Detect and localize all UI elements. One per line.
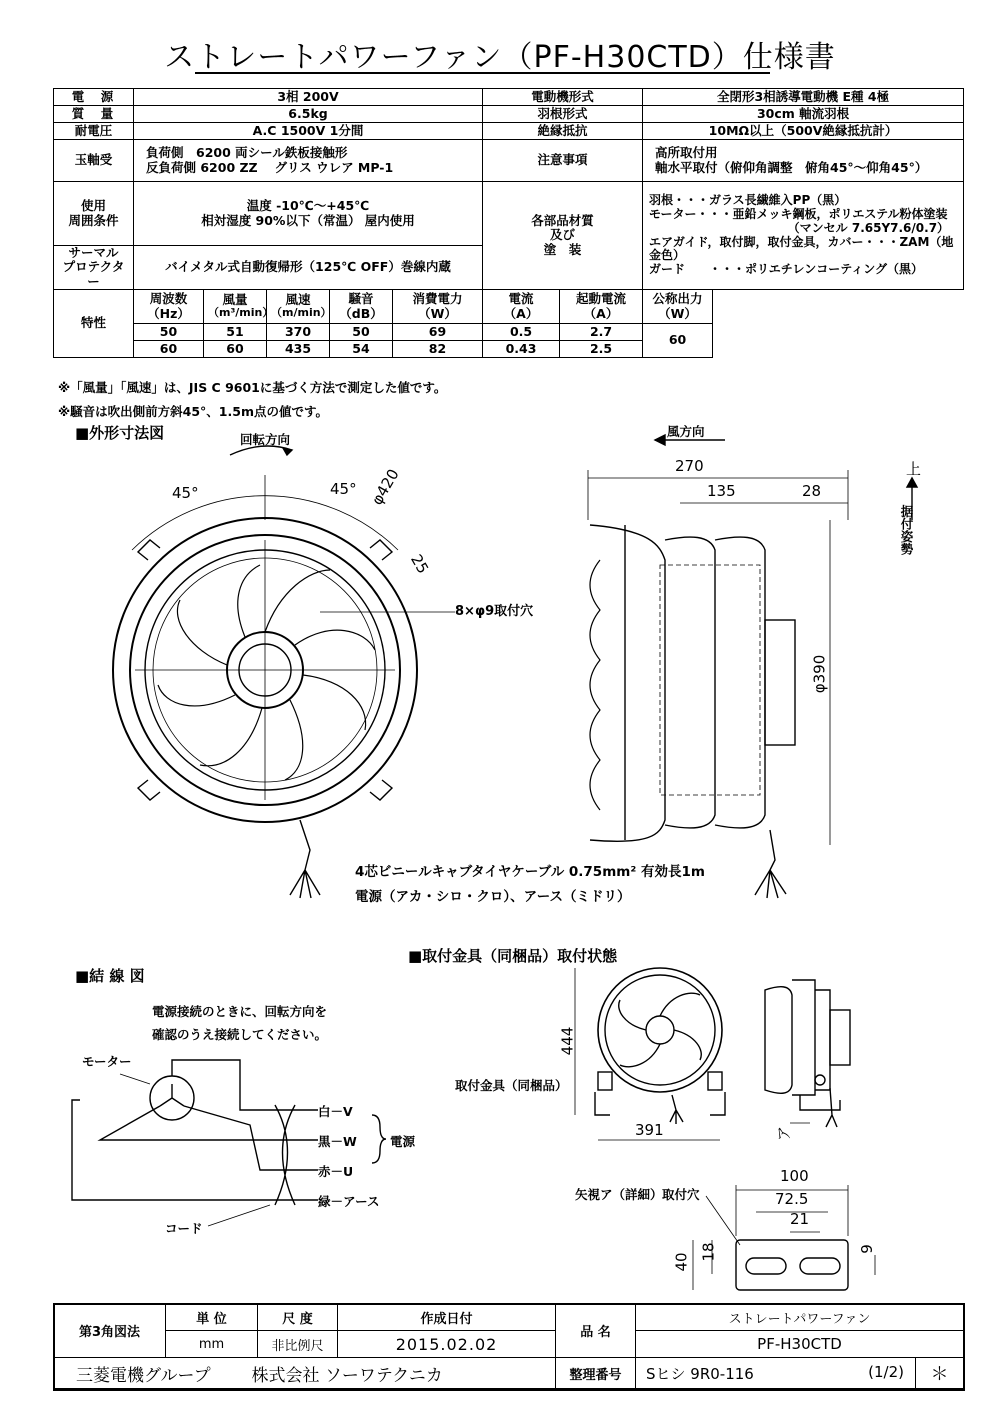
side-view [588,435,917,898]
motor-label: 電動機形式 [483,89,643,106]
power-supply-label: 電源 [390,1134,416,1149]
char-60-current: 0.43 [483,341,560,358]
mount-hole-label: 取付穴 [662,1187,700,1202]
product-model: PF-H30CTD [636,1331,964,1358]
unit-label: 単 位 [166,1304,258,1331]
char-60-airspeed: 435 [267,341,330,358]
char-60-start-current: 2.5 [560,341,643,358]
bracket-section-title: ■取付金具（同梱品）取付状態 [408,947,618,965]
char-unit-rated-output: （W） [658,305,697,321]
note-noise: ※騒音は吹出側前方斜45°、1.5m点の値です。 [58,404,328,419]
thermal-label-2: プロテクター [62,259,125,289]
char-header-current: 電流 [508,291,534,307]
front-view [113,446,455,898]
char-50-airspeed: 370 [267,324,330,341]
wire-green-earth: 緑－アース [318,1194,380,1209]
char-60-noise: 54 [330,341,393,358]
char-header-power: 消費電力 [412,291,463,307]
dim-135: 135 [707,482,736,500]
blade-label: 羽根形式 [483,106,643,123]
dim-25: 25 [406,551,433,577]
material-guide: エアガイド，取付脚，取付金具，カバー・・・ZAM（地金色） [649,234,954,263]
material-guard: ガード ・・・ポリエチレンコーティング（黒） [649,262,924,277]
caution-line-1: 高所取付用 [655,145,718,161]
arrow-a-label: ア [775,1125,794,1142]
wire-white-v: 白－V [318,1104,353,1119]
material-label-1: 各部品材質 [531,213,594,228]
dim-18: 18 [699,1242,718,1262]
mass-label: 質 量 [54,106,134,123]
caution-line-2: 軸水平取付（俯仰角調整 俯角45°～仰角45°） [655,159,928,175]
mount-tab-br [370,780,392,800]
dim-40: 40 [672,1252,691,1272]
dim-100: 100 [780,1167,809,1185]
cable-colors: 電源（アカ・シロ・クロ）、アース（ミドリ） [355,889,631,905]
wiring-instruction-1: 電源接続のときに、回転方向を [152,1004,328,1019]
mount-tab-tr [370,540,392,560]
char-header-airflow: 風量 [222,292,248,308]
material-label-3: 塗 装 [543,241,582,257]
char-50-current: 0.5 [483,324,560,341]
unit-value: mm [166,1331,258,1358]
creation-date: 2015.02.02 [338,1331,556,1358]
withstand-label: 耐電圧 [54,123,134,140]
cable-spec: 4芯ビニールキャブタイヤケーブル 0.75mm² 有効長1m [355,864,705,880]
env-label-2: 周囲条件 [68,212,119,228]
dim-72-5: 72.5 [775,1190,809,1208]
bearing-label: 玉軸受 [54,140,134,182]
mount-tab-tl [138,540,160,560]
char-50-power: 69 [393,324,483,341]
char-unit-airflow: （m³/min） [208,306,274,320]
material-motor: モーター・・・亜鉛メッキ鋼板，ポリエステル粉体塗装 [649,206,948,221]
char-50-noise: 50 [330,324,393,341]
wire-red-u: 赤－U [318,1164,354,1179]
dim-270: 270 [675,457,704,475]
title-block-frame [53,1303,965,1391]
char-header-start-current: 起動電流 [576,291,627,307]
outline-section-title: ■外形寸法図 [75,424,165,442]
dim-391: 391 [635,1121,664,1139]
char-label: 特性 [54,290,134,358]
char-header-airspeed: 風速 [285,292,311,308]
char-50-start-current: 2.7 [560,324,643,341]
char-50-freq: 50 [134,324,204,341]
company-name: 株式会社 ソーワテクニカ [251,1365,443,1386]
mounting-holes: 8×φ9取付穴 [455,604,534,619]
dim-28: 28 [802,482,822,500]
char-header-frequency: 周波数 [149,291,188,307]
char-unit-current: （A） [503,305,539,321]
ref-number-label: 整理番号 [556,1358,636,1389]
material-blade: 羽根・・・ガラス長繊維入PP（黒） [649,193,847,208]
ref-number: Sヒシ 9R0-116 [646,1364,754,1383]
char-60-freq: 60 [134,341,204,358]
char-unit-power: （W） [418,305,457,321]
env-humidity: 相対湿度 90%以下（常温） 屋内使用 [201,212,415,228]
char-unit-airspeed: （m/min） [271,306,332,320]
bracket-views [575,968,850,1140]
date-label: 作成日付 [338,1304,556,1331]
diameter-420: φ420 [367,465,403,509]
withstand-value: A.C 1500V 1分間 [134,123,483,140]
product-name: ストレートパワーファン [636,1304,964,1331]
dim-21: 21 [790,1210,810,1228]
up-label: 上 [906,460,922,478]
char-60-airflow: 60 [204,341,267,358]
env-label-1: 使用 [80,198,106,214]
mounting-posture: 据付姿勢 [899,505,914,555]
motor-label: モーター [82,1054,132,1069]
company-group: 三菱電機グループ [76,1365,211,1386]
cord-label: コード [165,1221,203,1236]
note-airflow: ※「風量」「風速」は、JIS C 9601に基づく方法で測定した値です。 [58,380,447,395]
document-title: ストレートパワーファン（PF-H30CTD）仕様書 [164,40,836,75]
page-indicator: (1/2) [868,1362,904,1381]
char-unit-noise: （dB） [339,305,383,321]
wire-black-w: 黒－W [318,1134,357,1149]
blade-value: 30cm 軸流羽根 [643,106,964,123]
angle-left: 45° [172,484,199,502]
diameter-390: φ390 [810,654,829,694]
motor-value: 全閉形3相誘導電動機 E種 4極 [643,89,964,106]
airflow-label: 風方向 [667,424,705,439]
char-header-noise: 騒音 [348,291,374,307]
char-50-airflow: 51 [204,324,267,341]
projection-method: 第3角図法 [54,1304,166,1358]
bearing-load-side: 負荷側 6200 両シール鉄板接触形 [146,145,348,161]
fan-blades [135,540,395,800]
char-header-rated-output: 公称出力 [652,291,703,307]
scale-value: 非比例尺 [258,1331,338,1358]
bracket-label: 取付金具（同梱品） [455,1078,568,1093]
char-60-power: 82 [393,341,483,358]
power-value: 3相 200V [134,89,483,106]
insulation-value: 10MΩ以上（500V絶縁抵抗計） [643,123,964,140]
caution-label: 注意事項 [483,140,643,182]
env-temperature: 温度 -10℃～+45℃ [246,198,370,214]
mass-value: 6.5kg [134,106,483,123]
revision-mark: ＊ [916,1358,964,1389]
wiring-instruction-2: 確認のうえ接続してください。 [152,1027,328,1042]
rotation-label: 回転方向 [240,432,291,447]
char-unit-start-current: （A） [583,305,619,321]
thermal-label-1: サーマル [68,245,119,260]
angle-right: 45° [330,480,357,498]
thermal-value: バイメタル式自動復帰形（125℃ OFF）巻線内蔵 [134,246,483,290]
dim-444: 444 [558,1026,577,1056]
dim-9: 9 [857,1244,876,1254]
char-rated-output: 60 [643,324,713,358]
product-label: 品 名 [556,1304,636,1358]
wiring-section-title: ■結 線 図 [75,967,145,985]
bearing-opposite-side: 反負荷側 6200 ZZ グリス ウレア MP-1 [146,159,394,175]
char-unit-frequency: （Hz） [147,305,190,321]
cable-front [300,820,310,870]
view-a-label: 矢視ア（詳細） [575,1187,663,1202]
material-label-2: 及び [550,227,576,243]
scale-label: 尺 度 [258,1304,338,1331]
mount-tab-bl [138,780,160,800]
power-label: 電 源 [54,89,134,106]
material-munsell: （マンセル 7.65Y7.6/0.7） [787,220,950,235]
insulation-label: 絶縁抵抗 [483,123,643,140]
